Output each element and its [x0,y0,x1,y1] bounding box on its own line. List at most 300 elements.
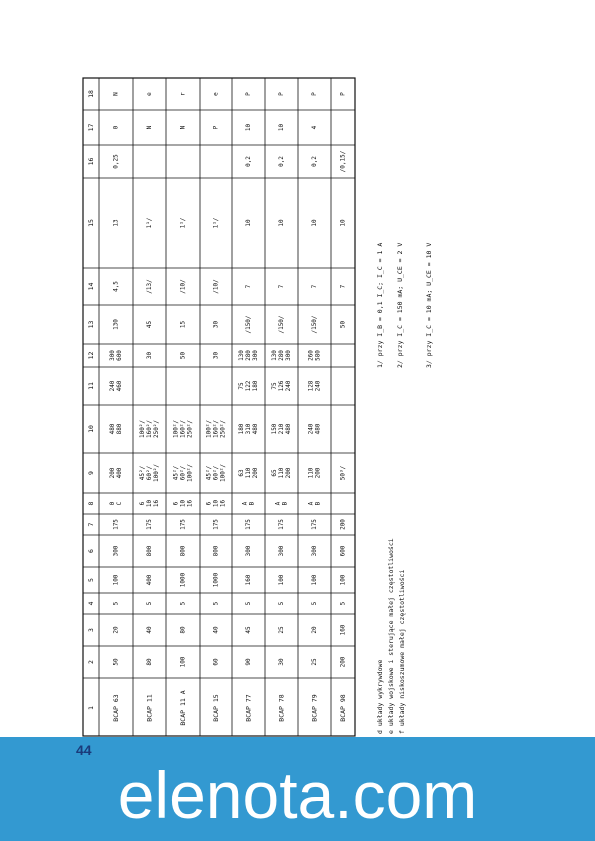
value-cell-line: 100²/ [186,463,194,483]
value-cell [308,350,322,361]
value-cell-line: 40 [212,626,220,634]
value-cell-line: 5 [278,601,285,606]
value-cell-line: 240 [109,380,117,392]
value-cell [206,500,227,508]
value-cell-line: /150/ [278,315,285,334]
value-cell-line: 60 [212,658,220,666]
header-cell-line: 2 [87,660,95,664]
value-cell [238,423,259,434]
value-cell-line: 110 [245,467,252,479]
table-frame [83,78,355,736]
value-cell-line: 160²/ [179,419,187,439]
header-cell-line: 18 [87,90,95,98]
value-cell [311,125,318,129]
value-cell-line: 300 [251,350,259,361]
value-cell-line: 20 [311,626,318,634]
header-cell-line: 16 [87,157,95,166]
header-cell [87,578,95,582]
value-cell-line: 126 [278,380,285,392]
value-cell [180,545,187,556]
value-cell-line: 175 [146,519,153,530]
value-cell [245,574,252,585]
value-cell [311,574,318,585]
value-cell-line: 175 [179,519,187,530]
value-cell-line: 75 [238,382,246,390]
value-cell [278,658,285,666]
value-cell-line: 1000 [212,572,220,588]
value-cell-line: P [339,92,347,96]
value-cell-line: 175 [311,519,318,530]
value-cell-line: P [311,92,318,96]
value-cell-line: 110 [307,467,315,479]
value-cell [238,467,259,478]
value-cell [146,574,153,585]
value-cell-line: 200 [339,656,347,668]
value-cell [278,545,285,556]
value-cell [278,219,285,227]
value-cell [245,92,252,96]
value-cell [245,519,252,530]
value-cell-line: 122 [245,380,252,392]
type-name-cell [212,694,220,721]
value-cell [311,92,318,96]
value-cell-line: B [248,501,256,506]
value-cell-line: 10 [179,499,187,508]
value-cell [146,545,153,556]
page-number: 44 [76,742,92,758]
value-cell-line: 5 [311,601,318,606]
value-cell [180,626,187,634]
value-cell [113,319,120,330]
value-cell-line: 6 [139,501,147,506]
note-item [425,243,433,368]
value-cell [213,545,220,556]
value-cell [213,626,220,634]
value-cell-line: 175 [278,519,285,530]
value-cell [139,464,160,482]
value-cell-line: 240 [314,380,322,392]
value-cell-line: 100 [179,656,187,668]
value-cell-line: B [281,501,289,506]
value-cell-line: 800 [212,545,220,557]
value-cell [113,125,120,129]
value-cell-line: 300 [284,350,292,361]
header-cell-line: 14 [87,282,95,291]
legend-item [376,660,384,734]
value-cell [173,500,194,508]
value-cell-line: 90 [245,658,252,666]
value-cell [113,658,120,666]
value-cell [340,519,347,530]
value-cell [180,279,187,294]
value-cell [113,626,120,634]
value-cell [113,519,120,530]
value-cell [340,150,347,172]
value-cell [340,656,347,667]
value-cell [146,321,153,329]
value-cell-line: 75 [271,382,279,390]
value-cell-line: 16 [219,499,227,508]
header-cell-line: 3 [87,628,95,632]
type-name-cell-line: BCAP 15 [212,694,220,722]
value-cell-line: 300 [245,545,252,557]
header-cell [87,219,95,227]
value-cell-line: A [274,501,282,506]
value-cell [278,626,285,634]
value-cell [311,658,318,666]
value-cell [180,217,187,228]
value-cell-line: 5 [112,601,120,606]
value-cell-line: 280 [278,350,285,361]
header-cell [87,382,95,390]
header-cell [87,124,95,132]
value-cell [275,501,289,505]
value-cell-line: 460 [115,380,123,392]
value-cell [213,92,220,96]
value-cell-line: 130 [238,350,246,361]
value-cell-line: 10 [278,219,285,227]
value-cell [213,125,220,129]
type-name-cell [339,694,347,721]
value-cell [311,219,318,227]
value-cell [180,601,187,605]
type-name-cell [311,694,319,721]
value-cell [340,321,347,329]
value-cell [271,467,292,478]
value-cell-line: 800 [179,545,187,557]
value-cell-line: 0,2 [278,156,285,167]
note-item-text: 3/ przy I_C = 10 mA; U_CE = 10 V [425,242,433,368]
value-cell-line: N [179,125,187,130]
value-cell-line: e [212,92,220,96]
value-cell [213,572,220,587]
value-cell-line: 600 [115,350,123,361]
value-cell-line: P [212,125,220,130]
value-cell-line: 30 [212,351,220,360]
value-cell-line: 200 [109,467,117,479]
value-cell-line: 480 [284,423,292,435]
value-cell [278,315,285,333]
value-cell [278,124,285,132]
value-cell [311,601,318,605]
value-cell-line: 20 [112,626,120,634]
header-cell [87,706,95,710]
header-cell-line: 8 [87,501,95,506]
parameter-table [83,78,355,736]
value-cell-line: 5 [212,601,220,606]
value-cell-line: 10 [146,499,153,508]
value-cell-line: 6 [172,501,180,506]
value-cell-line: /150/ [311,315,318,334]
legend-item [387,538,395,734]
type-name-cell-line: BCAP 11 A [179,690,187,726]
value-cell [113,574,120,585]
value-cell-line: 250²/ [219,419,227,439]
value-cell-line: 160 [245,574,252,586]
value-cell-line: 880 [115,423,123,435]
type-name-cell-line: BCAP 77 [244,694,253,722]
header-cell [87,90,95,98]
value-cell [245,601,252,605]
value-cell [146,626,153,634]
value-cell [340,545,347,556]
value-cell-line: 800 [146,545,153,557]
header-cell [87,283,95,291]
value-cell-line: 30 [278,658,285,666]
value-cell-line: 130 [271,350,279,361]
value-cell [308,423,322,434]
value-cell [340,284,347,288]
value-cell [340,601,347,605]
type-name-cell-line: BCAP 98 [339,694,347,722]
value-cell [311,284,318,288]
value-cell-line: 30 [212,320,220,329]
value-cell-line: /0,15/ [339,150,347,173]
value-cell-line: 580 [314,350,322,361]
type-name-cell [179,690,187,725]
value-cell [245,284,252,288]
value-cell [245,315,252,333]
header-cell [87,321,95,329]
value-cell-line: 5 [179,601,187,606]
header-cell-line: 10 [87,425,95,433]
value-cell [180,656,187,667]
value-cell-line: 7 [311,284,318,289]
value-cell [278,92,285,96]
value-cell [180,572,187,587]
value-cell-line: 50³/ [339,465,347,481]
value-cell [340,624,347,635]
value-cell-line: 480 [314,423,322,435]
value-cell [146,601,153,605]
value-cell-line: 40 [146,626,153,634]
value-cell [278,156,285,167]
value-cell-line: 300 [109,350,117,361]
value-cell-line: 45 [146,320,153,329]
type-name-cell [146,694,154,721]
value-cell-line: 16 [186,499,194,508]
type-name-cell [112,694,120,721]
value-cell-line: 175 [212,519,220,530]
value-cell [238,380,259,391]
header-cell [87,660,95,664]
value-cell [238,350,259,361]
value-cell [271,350,292,361]
value-cell [308,380,322,391]
value-cell [113,219,120,227]
value-cell-line: 100²/ [205,419,213,439]
value-cell [308,501,322,505]
value-cell-line: 10 [212,499,220,508]
header-cell-line: 6 [87,549,95,553]
legend-item-text: e układy wojskowe i sterujące małej częstotliwości [387,538,395,734]
value-cell [308,467,322,478]
legend-item-text: f układy niskoszumowe małej częstotliwości [398,569,406,734]
value-cell [245,219,252,227]
header-cell [87,549,95,553]
header-cell [87,352,95,360]
value-cell [340,574,347,585]
value-cell [180,321,187,329]
value-cell [278,574,285,585]
value-cell-line: 4,5 [112,281,120,292]
value-cell [213,601,220,605]
header-cell [87,628,95,632]
header-cell-line: 17 [87,123,95,132]
value-cell [245,156,252,167]
legend-item-text: d układy wykrywdowe [376,659,384,734]
value-cell [245,626,252,634]
value-cell-line: /10/ [179,279,187,294]
note-item [396,243,404,368]
value-cell-line: 250²/ [152,419,160,439]
value-cell-line: 4 [311,125,318,130]
value-cell-line: 80 [179,626,187,634]
value-cell [113,545,120,556]
value-cell-line: 160²/ [212,419,220,439]
value-cell-line: 100 [339,574,347,586]
value-cell-line: 400 [115,467,123,479]
value-cell-line: 5 [339,601,347,606]
value-cell-line: 45²/ [205,465,213,481]
value-cell-line: 300 [278,545,285,557]
value-cell-line: P [278,92,285,96]
value-cell-line: 65 [271,469,279,477]
value-cell [146,217,153,228]
value-cell [146,125,153,129]
value-cell [109,380,123,391]
value-cell [213,217,220,228]
value-cell-line: /13/ [146,279,153,294]
value-cell [245,545,252,556]
header-cell [87,471,95,475]
value-cell-line: 0 [109,501,117,506]
header-cell-line: 5 [87,578,95,582]
value-cell [146,92,153,96]
value-cell-line: 180 [238,423,246,435]
value-cell-line: 1¹/ [212,217,220,229]
value-cell-line: 180 [251,380,259,392]
value-cell [146,352,153,360]
header-cell [87,522,95,526]
value-cell-line: 5 [245,601,252,606]
value-cell-line: 130 [112,319,120,330]
value-cell-line: 250²/ [186,419,194,439]
value-cell-line: 7 [278,284,285,289]
value-cell [180,125,187,129]
value-cell-line: 60²/ [179,465,187,481]
value-cell-line: 7 [339,284,347,289]
value-cell [146,279,153,294]
value-cell-line: N [112,92,120,96]
value-cell-line: 13 [112,219,120,227]
value-cell [139,420,160,438]
value-cell [109,467,123,478]
value-cell [180,519,187,530]
value-cell-line: 10 [278,123,285,132]
value-cell-line: A [307,501,315,506]
brand-watermark: elenota.com [117,758,478,832]
value-cell-line: 30 [146,351,153,360]
value-cell-line: 10 [245,123,252,132]
type-name-cell [278,694,286,721]
type-name-cell-line: BCAP 79 [310,694,319,722]
value-cell [213,519,220,530]
value-cell [113,281,120,292]
value-cell-line: 80 [146,658,153,666]
value-cell-line: 1¹/ [146,217,153,229]
type-name-cell-line: BCAP 11 [145,694,154,722]
value-cell [113,92,120,96]
value-cell [311,545,318,556]
value-cell-line: 160 [339,624,347,636]
value-cell-line: 160²/ [146,419,153,439]
value-cell [271,423,292,434]
value-cell [245,658,252,666]
value-cell-line: P [245,92,252,96]
value-cell [173,464,194,482]
value-cell-line: 600 [339,545,347,557]
value-cell-line: 210 [278,423,285,435]
value-cell [213,658,220,666]
value-cell [113,154,120,169]
value-cell-line: 100 [311,574,318,586]
value-cell-line: 50 [339,320,347,329]
value-cell-line: 400 [146,574,153,586]
value-cell-line: A [241,501,249,506]
value-cell-line: 0,25 [112,154,120,169]
value-cell-line: 200 [284,467,292,479]
header-cell-line: 12 [87,351,95,360]
value-cell-line: 175 [112,519,120,530]
value-cell [113,601,120,605]
value-cell-line: /10/ [212,279,220,294]
value-cell-line: 200 [339,519,347,530]
value-cell-line: 240 [284,380,292,392]
value-cell [206,420,227,438]
value-cell [340,465,347,480]
header-cell [87,501,95,505]
value-cell [109,350,123,361]
value-cell-line: 45²/ [172,465,180,481]
header-cell [87,425,95,433]
value-cell [109,423,123,434]
header-cell [87,601,95,605]
value-cell-line: 260 [307,350,315,361]
value-cell-line: 50 [112,658,120,666]
value-cell-line: 110 [278,467,285,479]
value-cell-line: 200 [314,467,322,479]
value-cell-line: 300 [311,545,318,557]
value-cell [311,519,318,530]
type-name-cell-line: BCAP 63 [112,694,120,722]
value-cell-line: 240 [307,423,315,435]
header-cell-line: 1 [87,706,95,710]
header-cell [87,158,95,166]
note-item [376,243,384,368]
value-cell-line: 45 [245,626,252,634]
value-cell-line: e [146,92,153,96]
value-cell-line: 100²/ [139,419,147,439]
value-cell [109,501,123,505]
header-cell-line: 15 [87,219,95,227]
type-name-cell-line: BCAP 78 [277,694,286,722]
value-cell [311,156,318,167]
value-cell [278,284,285,288]
value-cell-line: 45²/ [139,465,147,481]
value-cell-line: 10 [311,219,318,227]
value-cell-line: N [146,125,153,130]
